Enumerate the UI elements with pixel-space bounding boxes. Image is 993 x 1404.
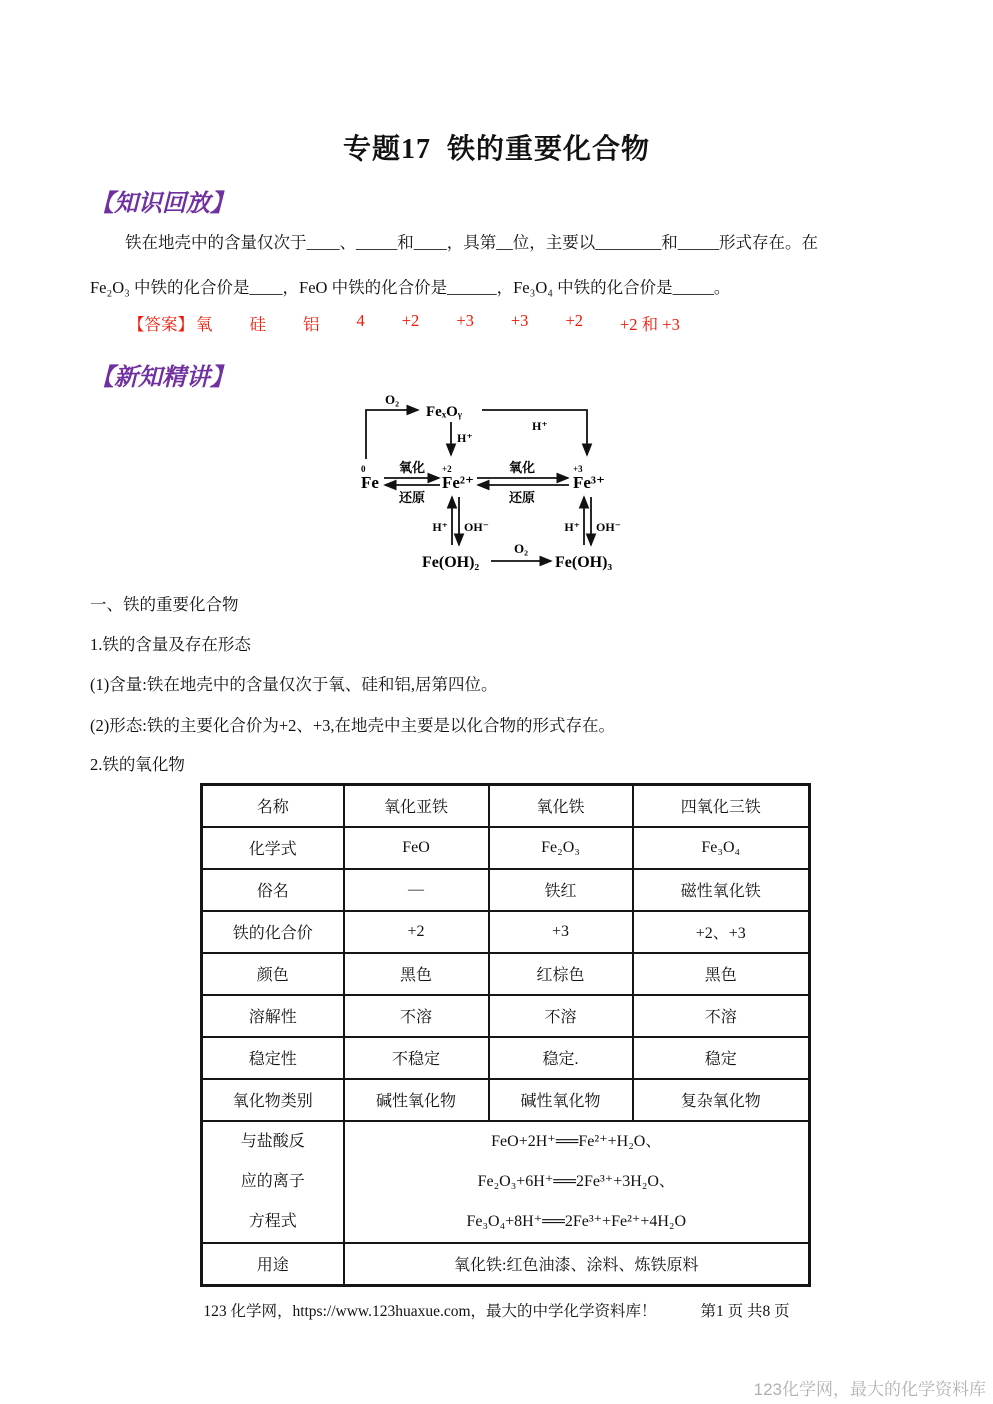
- row-label-cell: 名称: [202, 785, 344, 827]
- answer-item: +2 和 +3: [620, 315, 680, 334]
- usage-value-cell: 氧化铁:红色油漆、涂料、炼铁原料: [344, 1243, 810, 1286]
- oxidation-state-fe: 0: [361, 464, 366, 474]
- o2-label-bottom: O₂: [513, 541, 529, 556]
- table-cell: FeO: [344, 827, 489, 869]
- page-title: 专题17 铁的重要化合物: [342, 134, 650, 165]
- answer-item: +3: [456, 311, 474, 330]
- page-footer: [0, 1299, 993, 1321]
- table-cell: 稳定: [633, 1037, 810, 1079]
- site-watermark: 123化学网，最大的化学资料库: [753, 1380, 986, 1399]
- table-row: [202, 827, 810, 869]
- iron-oxides-table: [200, 783, 811, 1287]
- row-label-cell: 俗名: [202, 869, 344, 911]
- answer-item: 铝: [303, 315, 320, 334]
- row-label-line: 与盐酸反: [240, 1132, 305, 1150]
- item2-title: 2.铁的氧化物: [90, 755, 185, 774]
- h-plus-label-right: H⁺: [532, 419, 548, 433]
- table-cell: 稳定.: [489, 1037, 633, 1079]
- table-row: [202, 995, 810, 1037]
- feoh2-label: Fe(OH)₂: [422, 554, 480, 571]
- table-row: [202, 785, 810, 827]
- ionic-equations-cell: [344, 1121, 810, 1243]
- table-cell: 氧化亚铁: [344, 785, 489, 827]
- footer-page-number: 第1 页 共8 页: [700, 1303, 790, 1320]
- reduction-label-1: 还原: [398, 490, 426, 505]
- table-cell: +3: [489, 911, 633, 953]
- ionic-equation: Fe₂O₃+6H⁺══2Fe³⁺+3H₂O、: [477, 1172, 675, 1190]
- section-title-part1: 一、铁的重要化合物: [90, 595, 239, 614]
- table-row: [202, 953, 810, 995]
- item1-title: 1.铁的含量及存在形态: [90, 635, 251, 654]
- table-cell: 不溶: [344, 995, 489, 1037]
- table-cell: 碱性氧化物: [344, 1079, 489, 1121]
- fill-blank-paragraph-line2: Fe₂O₃ 中铁的化合价是____，FeO 中铁的化合价是______，Fe₃O₄ 中铁的化合价是_____。: [90, 278, 731, 297]
- table-cell: 红棕色: [489, 953, 633, 995]
- table-row: [202, 869, 810, 911]
- row-label-cell: 溶解性: [202, 995, 344, 1037]
- h-plus-label-b: H⁺: [564, 520, 580, 534]
- table-row-usage: [202, 1243, 810, 1286]
- row-label-cell: [202, 1121, 344, 1243]
- table-cell: 四氧化三铁: [633, 785, 810, 827]
- fe2-label: Fe²⁺: [442, 473, 474, 492]
- answer-item: +3: [510, 311, 529, 330]
- row-label-cell: 铁的化合价: [202, 911, 344, 953]
- row-label-cell: 化学式: [202, 827, 344, 869]
- oxidation-label-1: 氧化: [398, 460, 426, 475]
- table-cell: +2、+3: [633, 911, 810, 953]
- table-cell: Fe₃O₄: [633, 827, 810, 869]
- table-row-equations: [202, 1121, 810, 1243]
- table-cell: 复杂氧化物: [633, 1079, 810, 1121]
- table-cell: 氧化铁: [489, 785, 633, 827]
- feoh3-label: Fe(OH)₃: [555, 554, 613, 571]
- answer-label: 【答案】: [128, 315, 194, 334]
- table-cell: 磁性氧化铁: [633, 869, 810, 911]
- table-cell: 不溶: [489, 995, 633, 1037]
- answer-item: 4: [356, 311, 365, 330]
- ionic-equation: FeO+2H⁺══Fe²⁺+H₂O、: [491, 1132, 662, 1150]
- fe-label: Fe: [361, 473, 379, 492]
- table-cell: 碱性氧化物: [489, 1079, 633, 1121]
- answer-values: [196, 311, 680, 335]
- oh-minus-label-b: OH⁻: [596, 520, 622, 534]
- table-row: [202, 1079, 810, 1121]
- table-cell: 铁红: [489, 869, 633, 911]
- row-label-cell: 氧化物类别: [202, 1079, 344, 1121]
- ionic-equation: Fe₃O₄+8H⁺══2Fe³⁺+Fe²⁺+4H₂O: [466, 1212, 687, 1230]
- table-row: [202, 911, 810, 953]
- table-cell: Fe₂O₃: [489, 827, 633, 869]
- iron-transformation-diagram: [354, 389, 648, 585]
- section-heading-knowledge-review: 【知识回放】: [90, 191, 234, 217]
- oh-minus-label-a: OH⁻: [464, 520, 490, 534]
- o2-label-top: O₂: [384, 392, 400, 407]
- h-plus-label-mid: H⁺: [457, 431, 473, 445]
- fill-blank-paragraph-line1: 铁在地壳中的含量仅次于____、_____和____，具第__位，主要以________和_____形式存在。在: [125, 233, 818, 252]
- h-plus-label-a: H⁺: [432, 520, 448, 534]
- row-label-cell: 颜色: [202, 953, 344, 995]
- section-heading-new-knowledge: 【新知精讲】: [90, 365, 234, 391]
- table-cell: 不稳定: [344, 1037, 489, 1079]
- item1-point1: (1)含量:铁在地壳中的含量仅次于氧、硅和铝,居第四位。: [90, 675, 498, 694]
- table-row: [202, 1037, 810, 1079]
- oxidation-label-2: 氧化: [508, 460, 536, 475]
- answer-item: +2: [401, 311, 420, 330]
- reduction-label-2: 还原: [508, 490, 536, 505]
- fexoy-label: FeₓOᵧ: [426, 404, 462, 420]
- row-label-cell: 稳定性: [202, 1037, 344, 1079]
- row-label-cell: 用途: [202, 1243, 344, 1286]
- oxidation-state-fe2: +2: [442, 464, 452, 474]
- fe3-label: Fe³⁺: [573, 473, 605, 492]
- row-label-line: 应的离子: [240, 1172, 305, 1190]
- row-label-line: 方程式: [248, 1212, 297, 1230]
- table-cell: 黑色: [633, 953, 810, 995]
- answer-line: [128, 311, 680, 335]
- table-cell: 黑色: [344, 953, 489, 995]
- table-cell: 不溶: [633, 995, 810, 1037]
- answer-item: 氧: [196, 315, 213, 334]
- oxidation-state-fe3: +3: [573, 464, 583, 474]
- answer-item: 硅: [249, 315, 266, 334]
- footer-site-info: 123 化学网，https://www.123huaxue.com，最大的中学化学资料库！: [203, 1303, 657, 1320]
- item1-point2: (2)形态:铁的主要化合价为+2、+3,在地壳中主要是以化合物的形式存在。: [90, 716, 616, 735]
- table-cell: —: [344, 869, 489, 911]
- answer-item: +2: [565, 311, 583, 330]
- table-cell: +2: [344, 911, 489, 953]
